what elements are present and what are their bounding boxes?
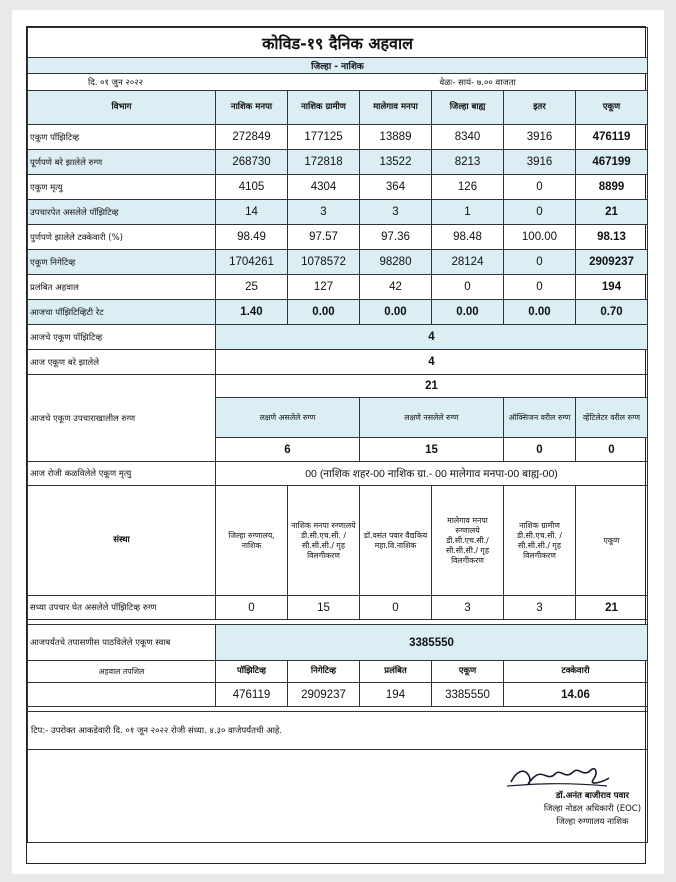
stat-cell: 0 <box>504 275 576 300</box>
stat-row-label: पूर्णपणे बरे झालेले रुग्ण <box>28 150 216 175</box>
stat-cell: 98.48 <box>432 225 504 250</box>
stat-cell: 268730 <box>216 150 288 175</box>
stat-cell: 0 <box>504 250 576 275</box>
oxygen-label: ऑक्सिजन वरील रुग्ण <box>504 398 576 438</box>
stat-cell: 127 <box>288 275 360 300</box>
stat-row <box>28 300 648 325</box>
district-name: जिल्हा - नाशिक <box>28 58 648 74</box>
stat-row <box>28 275 648 300</box>
ventilator-label: व्हेंटिलेटर वरील रुग्ण <box>576 398 648 438</box>
inst-value: 3 <box>432 596 504 620</box>
under-treatment-total: 21 <box>216 375 648 398</box>
stat-total-cell: 194 <box>576 275 648 300</box>
stat-total-cell: 476119 <box>576 125 648 150</box>
oxygen-value: 0 <box>504 438 576 462</box>
col-header-nashik-rural: नाशिक ग्रामीण <box>288 91 360 125</box>
signature-block <box>28 750 647 842</box>
stat-row-label: आजचा पॉझिटिव्हिटी रेट <box>28 300 216 325</box>
stat-row-label: एकूण निगेटिव्ह <box>28 250 216 275</box>
today-positive-label: आजचे एकूण पॉझिटिव्ह <box>28 325 216 350</box>
stat-cell: 8340 <box>432 125 504 150</box>
stat-total-cell: 98.13 <box>576 225 648 250</box>
signatory-office: जिल्हा रुग्णालय नाशिक <box>556 817 629 827</box>
stat-cell: 0.00 <box>288 300 360 325</box>
stat-cell: 0 <box>504 175 576 200</box>
stat-total-cell: 21 <box>576 200 648 225</box>
col-header-nashik-city: नाशिक मनपा <box>216 91 288 125</box>
col-header-outside-district: जिल्हा बाह्य <box>432 91 504 125</box>
swab-header-pending: प्रलंबित <box>360 661 432 683</box>
institution-label: संस्था <box>28 486 216 596</box>
stat-cell: 98.49 <box>216 225 288 250</box>
stat-cell: 4304 <box>288 175 360 200</box>
stat-cell: 1 <box>432 200 504 225</box>
stat-cell: 0.00 <box>504 300 576 325</box>
stat-cell: 177125 <box>288 125 360 150</box>
inst-header-medical-college: डॉ.वसंत पवार वैद्यकिय महा.वि.नाशिक <box>360 486 432 596</box>
swab-total-label: आजपर्यंतचे तपासणीस पाठविलेले एकूण स्वाब <box>28 625 216 661</box>
col-header-other: इतर <box>504 91 576 125</box>
stat-cell: 3 <box>288 200 360 225</box>
swab-values-spacer <box>28 683 216 707</box>
stat-cell: 28124 <box>432 250 504 275</box>
stat-cell: 100.00 <box>504 225 576 250</box>
swab-value-percentage: 14.06 <box>504 683 648 707</box>
col-header-total: एकूण <box>576 91 648 125</box>
stat-row <box>28 150 648 175</box>
swab-value-negative: 2909237 <box>288 683 360 707</box>
stat-cell: 3916 <box>504 125 576 150</box>
today-positive-value: 4 <box>216 325 648 350</box>
stat-rows <box>28 125 648 325</box>
symptomatic-label: लक्षणे असलेले रुग्ण <box>216 398 360 438</box>
stat-total-cell: 467199 <box>576 150 648 175</box>
active-patients-label: सध्या उपचार घेत असलेले पॉझिटिव्ह रुग्ण <box>28 596 216 620</box>
swab-header-percentage: टक्केवारी <box>504 661 648 683</box>
symptomatic-value: 6 <box>216 438 360 462</box>
stat-cell: 0.00 <box>432 300 504 325</box>
stat-row <box>28 225 648 250</box>
stat-cell: 0.00 <box>360 300 432 325</box>
inst-value: 0 <box>360 596 432 620</box>
swab-header-total: एकूण <box>432 661 504 683</box>
stat-row <box>28 250 648 275</box>
inst-header-malegaon: मालेगाव मनपा रुग्णालये डी.सी.एच.सी./ सी.सी.सी./ गृह विलगीकरण <box>432 486 504 596</box>
report-date: दि. ०१ जुन २०२२ <box>28 74 360 91</box>
asymptomatic-label: लक्षणे नसलेले रुग्ण <box>360 398 504 438</box>
stat-row-label: एकूण पॉझिटिव्ह <box>28 125 216 150</box>
stat-cell: 3 <box>360 200 432 225</box>
swab-value-pending: 194 <box>360 683 432 707</box>
col-header-malegaon: मालेगाव मनपा <box>360 91 432 125</box>
stat-row-label: उपचारपेत असलेले पॉझिटिव्ह <box>28 200 216 225</box>
inst-header-nashik-city: नाशिक मनपा रुग्णालये डी.सी.एच.सी. / सी.सी.सी./ गृह विलगीकरण <box>288 486 360 596</box>
today-deaths-label: आज रोजी कळविलेले एकूण मृत्यु <box>28 462 216 486</box>
stat-cell: 13889 <box>360 125 432 150</box>
report-table <box>27 27 648 843</box>
signature-details <box>544 790 641 829</box>
swab-value-positive: 476119 <box>216 683 288 707</box>
signatory-designation: जिल्हा नोडल अधिकारी (EOC) <box>543 804 642 814</box>
stat-cell: 1704261 <box>216 250 288 275</box>
stat-cell: 97.57 <box>288 225 360 250</box>
signatory-name: डॉ.अनंत बाजीराव पवार <box>555 791 629 801</box>
stat-row-label: पुर्णपणे झालेले टक्केवारी (%) <box>28 225 216 250</box>
ventilator-value: 0 <box>576 438 648 462</box>
swab-header-positive: पॉझिटिव्ह <box>216 661 288 683</box>
stat-cell: 0 <box>504 200 576 225</box>
swab-total-value: 3385550 <box>216 625 648 661</box>
stat-total-cell: 2909237 <box>576 250 648 275</box>
stat-cell: 364 <box>360 175 432 200</box>
inst-value: 0 <box>216 596 288 620</box>
stat-cell: 4105 <box>216 175 288 200</box>
inst-value: 3 <box>504 596 576 620</box>
report-time: वेळः- सायं- ७.०० वाजता <box>360 74 648 91</box>
stat-cell: 25 <box>216 275 288 300</box>
inst-header-nashik-rural: नाशिक ग्रामीण डी.सी.एच.सी. /सी.सी.सी./ गृह विलगीकरण <box>504 486 576 596</box>
inst-value-total: 21 <box>576 596 648 620</box>
footnote: टिप:- उपरोक्त आकडेवारी दि. ०१ जून २०२२ रोजी संध्या. ४.३० वाजेपर्यंतची आहे. <box>28 712 648 750</box>
stat-row-label: एकूण मृत्यु <box>28 175 216 200</box>
inst-header-district-hospital: जिल्हा रुग्णालय, नाशिक <box>216 486 288 596</box>
stat-cell: 14 <box>216 200 288 225</box>
stat-total-cell: 8899 <box>576 175 648 200</box>
today-recovered-label: आज एकूण बरे झालेले <box>28 350 216 375</box>
stat-row <box>28 200 648 225</box>
under-treatment-label: आजचे एकूण उपचाराखालील रुग्ण <box>28 375 216 462</box>
stat-cell: 3916 <box>504 150 576 175</box>
document-page <box>12 10 664 874</box>
swab-header-negative: निगेटिव्ह <box>288 661 360 683</box>
stat-cell: 13522 <box>360 150 432 175</box>
stat-cell: 98280 <box>360 250 432 275</box>
stat-cell: 0 <box>432 275 504 300</box>
stat-row <box>28 175 648 200</box>
stat-total-cell: 0.70 <box>576 300 648 325</box>
stat-cell: 172818 <box>288 150 360 175</box>
stat-cell: 8213 <box>432 150 504 175</box>
stat-cell: 97.36 <box>360 225 432 250</box>
stat-cell: 42 <box>360 275 432 300</box>
today-deaths-value: 00 (नाशिक शहर-00 नाशिक ग्रा.- 00 मालेगाव मनपा-00 बाह्य-00) <box>216 462 648 486</box>
stat-row <box>28 125 648 150</box>
stat-cell: 1.40 <box>216 300 288 325</box>
asymptomatic-value: 15 <box>360 438 504 462</box>
report-title: कोविड-१९ दैनिक अहवाल <box>28 28 648 58</box>
report-frame <box>26 26 646 864</box>
stat-cell: 272849 <box>216 125 288 150</box>
col-header-department: विभाग <box>28 91 216 125</box>
inst-header-total: एकूण <box>576 486 648 596</box>
today-recovered-value: 4 <box>216 350 648 375</box>
inst-value: 15 <box>288 596 360 620</box>
swab-value-total: 3385550 <box>432 683 504 707</box>
report-detail-label: अहवाल तपशिल <box>28 661 216 683</box>
stat-cell: 1078572 <box>288 250 360 275</box>
stat-row-label: प्रलंबित अहवाल <box>28 275 216 300</box>
stat-cell: 126 <box>432 175 504 200</box>
